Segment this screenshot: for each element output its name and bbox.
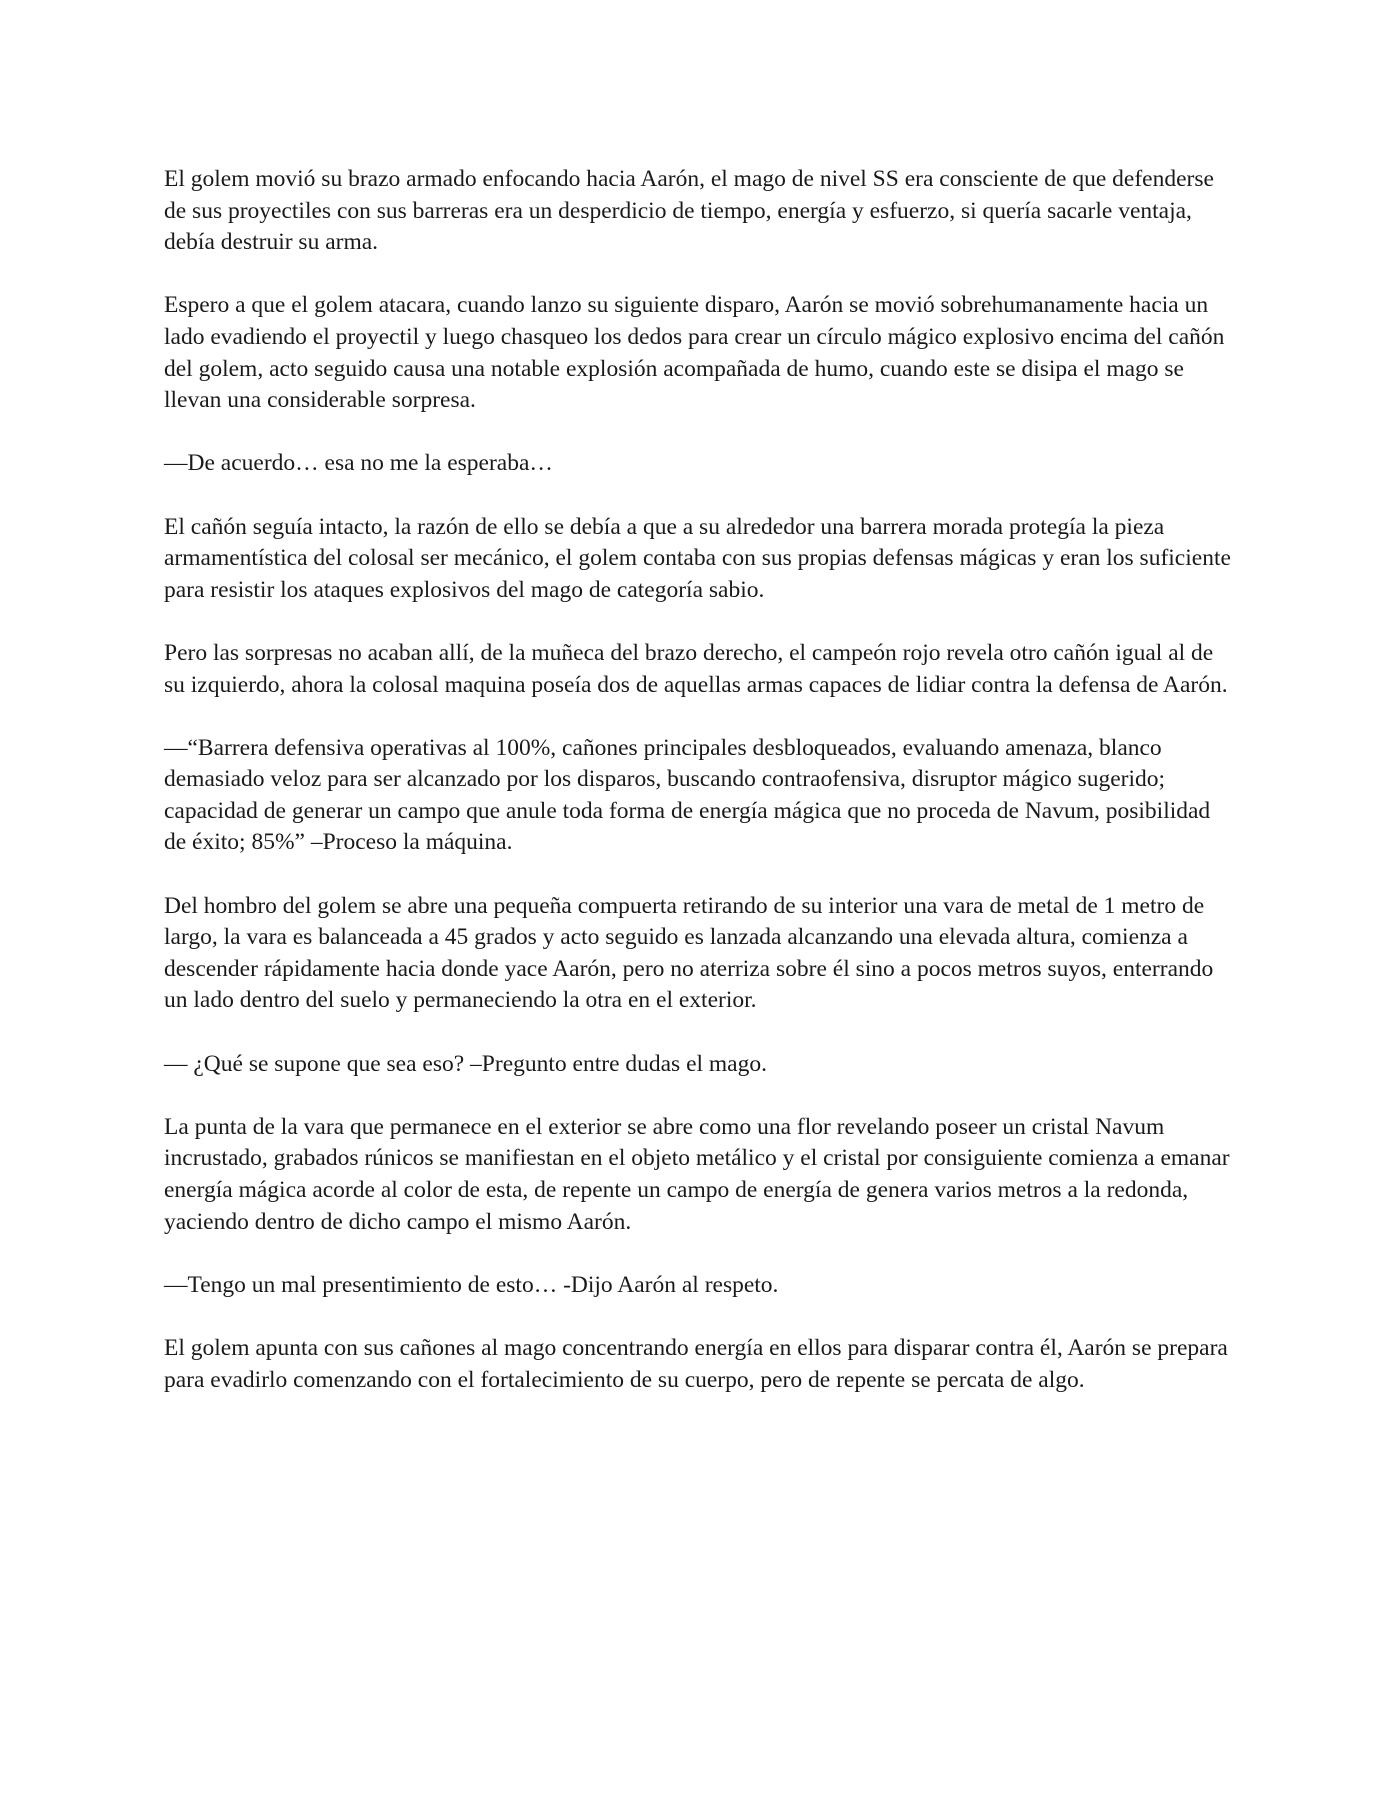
paragraph-2: Espero a que el golem atacara, cuando lanzo su siguiente disparo, Aarón se movió sobrehumanamente hacia un lado evadiendo el proyectil y luego chasqueo los dedos para crear un círculo mágico explosivo encima del cañón del golem, acto seguido causa una notable explosión acompañada de humo, cuando este se disipa el mago se llevan una considerable sorpresa. <box>164 292 1225 414</box>
paragraph-1: El golem movió su brazo armado enfocando hacia Aarón, el mago de nivel SS era consciente de que defenderse de sus proyectiles con sus barreras era un desperdicio de tiempo, energía y esfuerzo, si quería sacarle ventaja, debía destruir su arma. <box>164 166 1214 256</box>
paragraph-5: Pero las sorpresas no acaban allí, de la muñeca del brazo derecho, el campeón rojo revela otro cañón igual al de su izquierdo, ahora la colosal maquina poseía dos de aquellas armas capaces de lidiar contra la defensa de Aarón. <box>164 639 1228 698</box>
paragraph-9: La punta de la vara que permanece en el exterior se abre como una flor revelando poseer un cristal Navum incrustado, grabados rúnicos se manifiestan en el objeto metálico y el cristal por consiguiente comienza a emanar energía mágica acorde al color de esta, de repente un campo de energía de genera varios metros a la redonda, yaciendo dentro de dicho campo el mismo Aarón. <box>164 1113 1230 1235</box>
paragraph-3: —De acuerdo… esa no me la esperaba… <box>164 450 553 477</box>
paragraph-4: El cañón seguía intacto, la razón de ello se debía a que a su alrededor una barrera morada protegía la pieza armamentística del colosal ser mecánico, el golem contaba con sus propias defensas mágicas y eran los suficiente para resistir los ataques explosivos del mago de categoría sabio. <box>164 513 1231 603</box>
paragraph-8: — ¿Qué se supone que sea eso? –Pregunto entre dudas el mago. <box>164 1050 767 1077</box>
paragraph-6: —“Barrera defensiva operativas al 100%, cañones principales desbloqueados, evaluando amenaza, blanco demasiado veloz para ser alcanzado por los disparos, buscando contraofensiva, disruptor mágico sugerido; capacidad de generar un campo que anule toda forma de energía mágica que no proceda de Navum, posibilidad de éxito; 85%” –Proceso la máquina. <box>164 734 1211 856</box>
paragraph-7: Del hombro del golem se abre una pequeña compuerta retirando de su interior una vara de metal de 1 metro de largo, la vara es balanceada a 45 grados y acto seguido es lanzada alcanzando una elevada altura, comienza a descender rápidamente hacia donde yace Aarón, pero no aterriza sobre él sino a pocos metros suyos, enterrando un lado dentro del suelo y permaneciendo la otra en el exterior. <box>164 892 1214 1014</box>
paragraph-10: —Tengo un mal presentimiento de esto… -Dijo Aarón al respeto. <box>164 1271 779 1298</box>
paragraph-11: El golem apunta con sus cañones al mago concentrando energía en ellos para disparar contra él, Aarón se prepara para evadirlo comenzando con el fortalecimiento de su cuerpo, pero de repente se percata de algo. <box>164 1334 1228 1393</box>
document-body <box>164 164 1236 1428</box>
